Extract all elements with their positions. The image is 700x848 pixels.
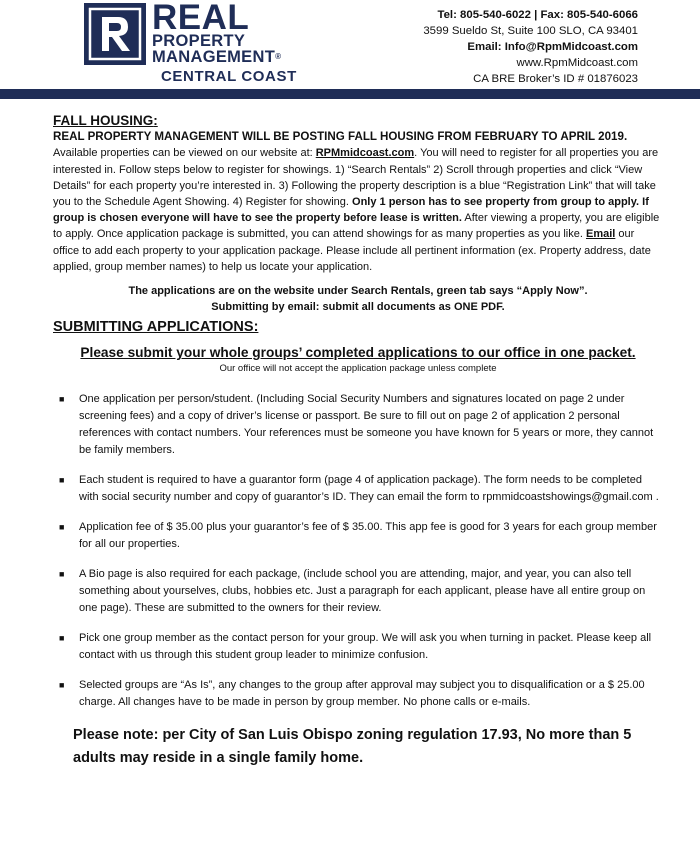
bullet-square-icon: ■ [59, 632, 65, 643]
fall-announcement: REAL PROPERTY MANAGEMENT WILL BE POSTING FALL HOUSING FROM FEBRUARY TO APRIL 2019. [53, 130, 628, 144]
contact-phone-fax: Tel: 805-540-6022 | Fax: 805-540-6066 [437, 9, 638, 21]
bullet-square-icon: ■ [59, 679, 65, 690]
letterhead [0, 0, 700, 100]
contact-block [423, 7, 638, 87]
bullet-square-icon: ■ [59, 393, 65, 404]
packet-note: Our office will not accept the application package unless complete [219, 363, 497, 375]
packet-instruction: Please submit your whole groups’ completed applications to our office in one packet. [80, 345, 636, 361]
contact-website: www.RpmMidcoast.com [516, 57, 638, 69]
brand-name-line3: MANAGEMENT [152, 48, 276, 66]
instructions-part-b: . You will need to register for all properties you are interested in. Follow steps below to register for showings. 1) “Search Rentals” 2) Scroll through properties and click “View Details” for each property you’re interested in. 3) Following the property description is a blue “Registration Link” that will take you to the Schedule Agent Showing. 4) Register for showing. [53, 147, 659, 209]
contact-email: Email: Info@RpmMidcoast.com [467, 41, 638, 53]
list-item [53, 630, 663, 664]
rule-text: Application fee of $ 35.00 plus your guarantor’s fee of $ 35.00. This app fee is good for 3 years for each group member for all our properties. [79, 520, 657, 550]
fall-housing-title [53, 113, 663, 129]
list-item [53, 472, 663, 506]
instructions-part-a: Available properties can be viewed on our website at: [53, 147, 316, 160]
bullet-square-icon: ■ [59, 474, 65, 485]
website-link[interactable]: RPMmidcoast.com [315, 147, 415, 160]
apply-now-note [53, 283, 663, 315]
fall-housing-title-text: FALL HOUSING [53, 113, 154, 128]
fall-housing-colon: : [153, 113, 158, 128]
rule-text: One application per person/student. (Including Social Security Numbers and signatures located on page 2 under screening fees) and a copy of driver’s license or passport. Be sure to fill out on page 2 of application 2 personal references with contact numbers. Your references must be someone you have known for 5 years or more, they cannot be family members. [79, 392, 654, 456]
instructions-part-d: our office to add each property to your application package. Please include all pertinent information (ex. Property address, date applied, group member names) to help us locate your application. [53, 228, 651, 273]
registered-mark: ® [275, 52, 282, 61]
instructions-part-c: After viewing a property, you are eligible to apply. Once application package is submitted, you can attend showings for as many properties as you like. [53, 212, 660, 241]
zoning-note: Please note: per City of San Luis Obispo zoning regulation 17.93, No more than 5 adults may reside in a single family home. [73, 726, 632, 766]
fall-instructions [53, 145, 663, 275]
list-item [53, 391, 663, 459]
contact-address: 3599 Sueldo St, Suite 100 SLO, CA 93401 [423, 25, 638, 37]
bullet-square-icon: ■ [59, 568, 65, 579]
brand-name-line1: REAL [152, 0, 250, 37]
instructions-bold: Only 1 person has to see property from group to apply. If group is chosen everyone will have to see the property before lease is written. [53, 196, 649, 225]
submitting-title: SUBMITTING APPLICATIONS: [53, 319, 259, 336]
list-item [53, 519, 663, 553]
contact-license: CA BRE Broker’s ID # 01876023 [473, 73, 638, 85]
brand-region: CENTRAL COAST [161, 68, 297, 85]
rule-text: Selected groups are “As Is”, any changes to the group after approval may subject you to disqualification or a $ 25.00 charge. All changes have to be made in person by group member. No phone calls or e-mails. [79, 678, 645, 708]
application-rules [53, 391, 663, 711]
rule-text: A Bio page is also required for each package, (include school you are attending, major, and year, you can also tell something about yourselves, clubs, hobbies etc. Just a paragraph for each applicant, please have all entire group on one page). These are submitted to the owners for their review. [79, 567, 646, 614]
brand-name-line2: PROPERTY [152, 32, 246, 50]
document-body [53, 113, 663, 770]
email-link[interactable]: Email [585, 228, 616, 241]
apply-now-line1: The applications are on the website under Search Rentals, green tab says “Apply Now”. [128, 285, 588, 298]
rule-text: Each student is required to have a guarantor form (page 4 of application package). The form needs to be completed with social security number and copy of guarantor’s ID. They can email the form to rpmmidcoastshowings@gmail.com . [79, 473, 659, 503]
bullet-square-icon: ■ [59, 521, 65, 532]
list-item [53, 677, 663, 711]
list-item [53, 566, 663, 617]
brand-name-lines [152, 33, 281, 65]
apply-now-line2: Submitting by email: submit all documents as ONE PDF. [211, 301, 505, 314]
rule-text: Pick one group member as the contact person for your group. We will ask you when turning in packet. Please keep all contact with us through this student group leader to minimize confusion. [79, 631, 652, 661]
logo-r-icon [84, 3, 146, 65]
header-band [0, 89, 700, 99]
